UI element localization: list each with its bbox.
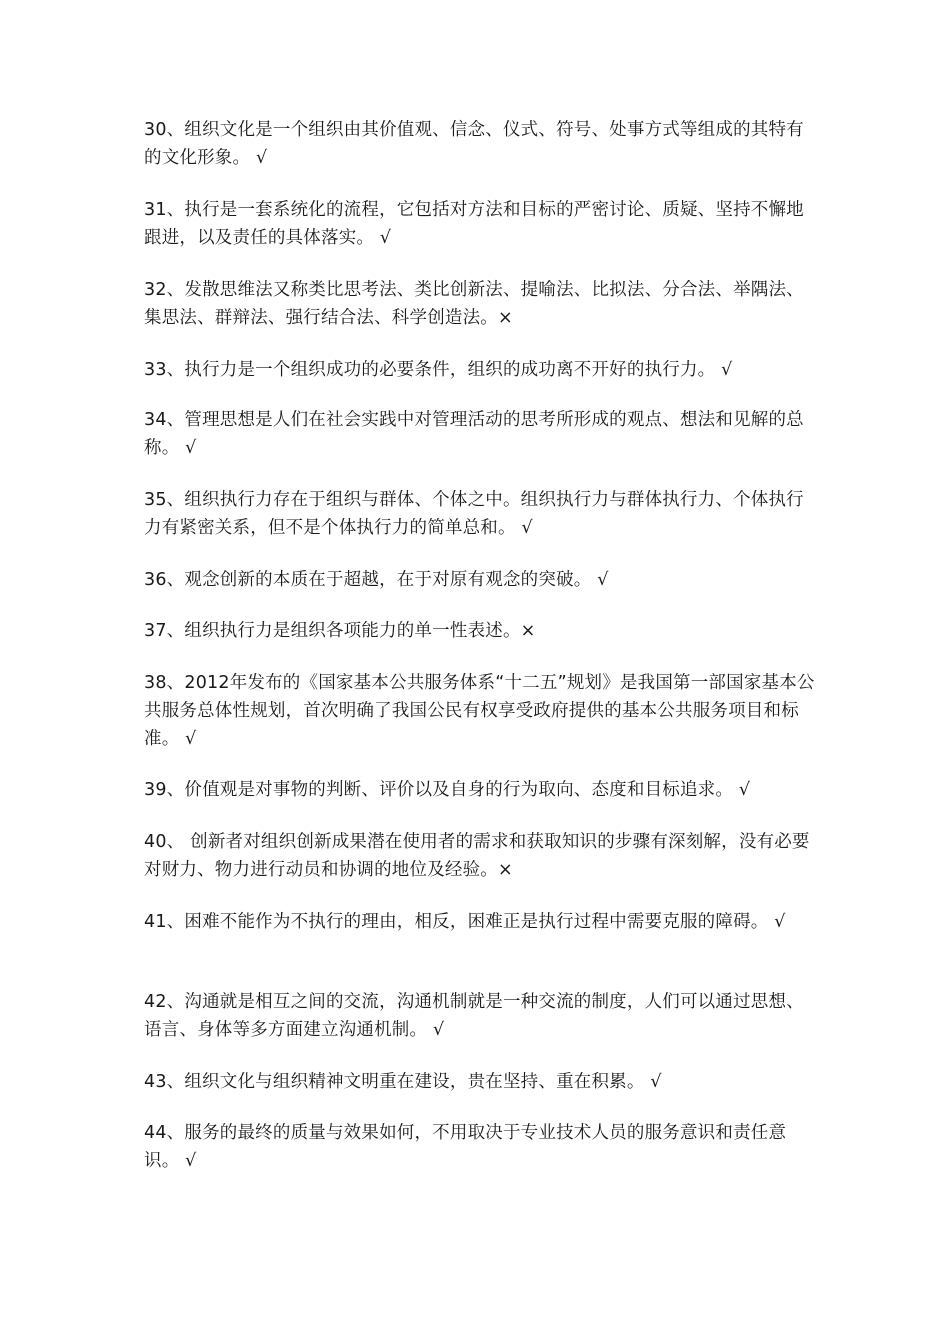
statement-42: 42、沟通就是相互之间的交流，沟通机制就是一种交流的制度，人们可以通过思想、语言、身体等多方面建立沟通机制。 √ — [144, 992, 804, 1040]
statement-34: 34、管理思想是人们在社会实践中对管理活动的思考所形成的观点、想法和见解的总称。 √ — [144, 410, 804, 458]
statement-35: 35、组织执行力存在于组织与群体、个体之中。组织执行力与群体执行力、个体执行力有紧密关系，但不是个体执行力的简单总和。 √ — [144, 490, 804, 538]
statement-31: 31、执行是一套系统化的流程，它包括对方法和目标的严密讨论、质疑、坚持不懈地跟进，以及责任的具体落实。 √ — [144, 200, 804, 248]
statement-40: 40、 创新者对组织创新成果潜在使用者的需求和获取知识的步骤有深刻解，没有必要对财力、物力进行动员和协调的地位及经验。× — [144, 832, 810, 880]
statement-43: 43、组织文化与组织精神文明重在建设，贵在坚持、重在积累。 √ — [144, 1072, 662, 1092]
statement-30: 30、组织文化是一个组织由其价值观、信念、仪式、符号、处事方式等组成的其特有的文化形象。 √ — [144, 120, 804, 168]
statement-39: 39、价值观是对事物的判断、评价以及自身的行为取向、态度和目标追求。 √ — [144, 780, 751, 800]
statement-44: 44、服务的最终的质量与效果如何，不用取决于专业技术人员的服务意识和责任意识。 √ — [144, 1123, 787, 1171]
statement-37: 37、组织执行力是组织各项能力的单一性表述。× — [144, 621, 536, 641]
statement-32: 32、发散思维法又称类比思考法、类比创新法、提喻法、比拟法、分合法、举隅法、集思法、群辩法、强行结合法、科学创造法。× — [144, 280, 804, 328]
statement-41: 41、困难不能作为不执行的理由，相反，困难正是执行过程中需要克服的障碍。 √ — [144, 912, 786, 932]
statement-38: 38、2012年发布的《国家基本公共服务体系“十二五”规划》是我国第一部国家基本公共服务总体性规划，首次明确了我国公民有权享受政府提供的基本公共服务项目和标准。 √ — [144, 673, 815, 749]
statement-36: 36、观念创新的本质在于超越，在于对原有观念的突破。 √ — [144, 570, 609, 590]
statement-33: 33、执行力是一个组织成功的必要条件，组织的成功离不开好的执行力。 √ — [144, 360, 733, 380]
